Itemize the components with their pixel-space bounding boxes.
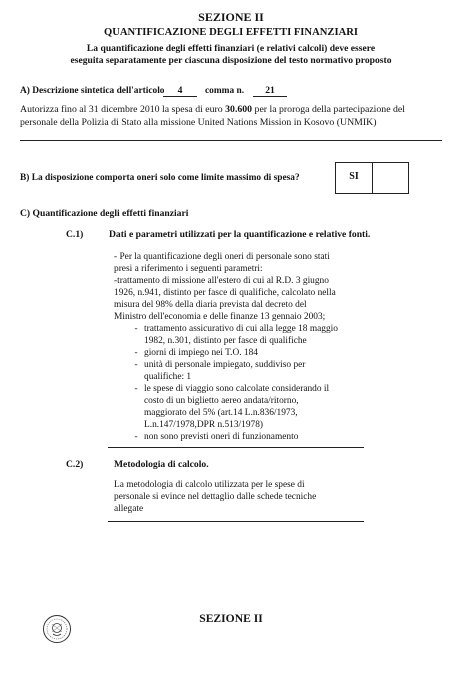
dash-bullet: -: [134, 348, 138, 358]
c1-intro-line: Ministro dell'economia e delle finanze 13 gennaio 2003;: [114, 312, 326, 322]
parameter-line: unità di personale impiegato, suddiviso per: [144, 360, 306, 370]
article-text-end: per la proroga della partecipazione del: [254, 104, 405, 115]
article-text-start: Autorizza fino al 31 dicembre 2010 la spesa di euro: [20, 104, 223, 115]
c1-intro-line: presi a riferimento i seguenti parametri:: [114, 264, 263, 274]
c2-title: Metodologia di calcolo.: [114, 459, 209, 470]
footer-section-title: SEZIONE II: [199, 612, 263, 625]
c1-title: Dati e parametri utilizzati per la quantificazione e relative fonti.: [109, 229, 371, 240]
parameter-line: trattamento assicurativo di cui alla legge 18 maggio: [144, 324, 338, 334]
dash-bullet: -: [134, 432, 138, 442]
c2-line: La metodologia di calcolo utilizzata per le spese di: [114, 480, 305, 490]
answer-box: [335, 162, 409, 194]
divider: [108, 521, 364, 522]
section-title: SEZIONE II: [198, 10, 264, 24]
max-spending-question: B) La disposizione comporta oneri solo come limite massimo di spesa?: [20, 173, 300, 183]
parameter-line: non sono previsti oneri di funzionamento: [144, 432, 299, 442]
dash-bullet: -: [134, 384, 138, 394]
c2-line: allegate: [114, 504, 144, 514]
answer-si: SI: [349, 171, 359, 182]
parameter-line: costo di un biglietto aereo andata/ritorno,: [144, 396, 299, 406]
c1-intro-line: misura del 98% della diaria prevista dal decreto del: [114, 300, 307, 310]
comma-label: comma n.: [205, 86, 245, 96]
subtitle-line-2: eseguita separatamente per ciascuna disposizione del testo normativo proposto: [70, 55, 392, 66]
divider: [20, 140, 442, 141]
parameter-line: 1982, n.301, distinto per fasce di qualifiche: [144, 336, 307, 346]
subtitle-line-1: La quantificazione degli effetti finanziari (e relativi calcoli) deve essere: [86, 43, 376, 54]
parameter-line: qualifiche: 1: [144, 372, 192, 382]
document-title: QUANTIFICAZIONE DEGLI EFFETTI FINANZIARI: [104, 27, 358, 38]
c2-body: [114, 479, 316, 515]
amount: 30.600: [225, 104, 253, 115]
article-text-line-1: [20, 104, 405, 115]
c1-intro-line: 1926, n.941, distinto per fasce di qualifiche, calcolato nella: [114, 288, 336, 298]
comma-number: 21: [253, 85, 287, 97]
article-text-line-2: personale della Polizia di Stato alla missione United Nations Mission in Kosovo (UNMIK): [20, 117, 377, 128]
dash-bullet: -: [134, 324, 138, 334]
dash-bullet: -: [134, 360, 138, 370]
divider: [108, 447, 364, 448]
quantification-heading: C) Quantificazione degli effetti finanziari: [20, 208, 189, 219]
answer-box-divider: [372, 163, 373, 193]
parameter-line: le spese di viaggio sono calcolate considerando il: [144, 384, 330, 394]
c1-intro-line: - Per la quantificazione degli oneri di personale sono stati: [114, 252, 330, 262]
parameter-line: giorni di impiego nei T.O. 184: [144, 348, 258, 358]
c1-intro-line: -trattamento di missione all'estero di cui al R.D. 3 giugno: [114, 276, 329, 286]
article-number: 4: [163, 85, 197, 97]
c1-number: C.1): [66, 229, 84, 240]
parameter-line: L.n.147/1978,DPR n.513/1978): [144, 420, 264, 430]
article-description-label: A) Descrizione sintetica dell'articolo: [20, 86, 165, 96]
c2-number: C.2): [66, 459, 84, 470]
c2-line: personale si evince nel dettaglio dalle schede tecniche: [114, 492, 317, 502]
parameter-line: maggiorato del 5% (art.14 L.n.836/1973,: [144, 408, 298, 418]
c1-intro: [114, 251, 336, 323]
